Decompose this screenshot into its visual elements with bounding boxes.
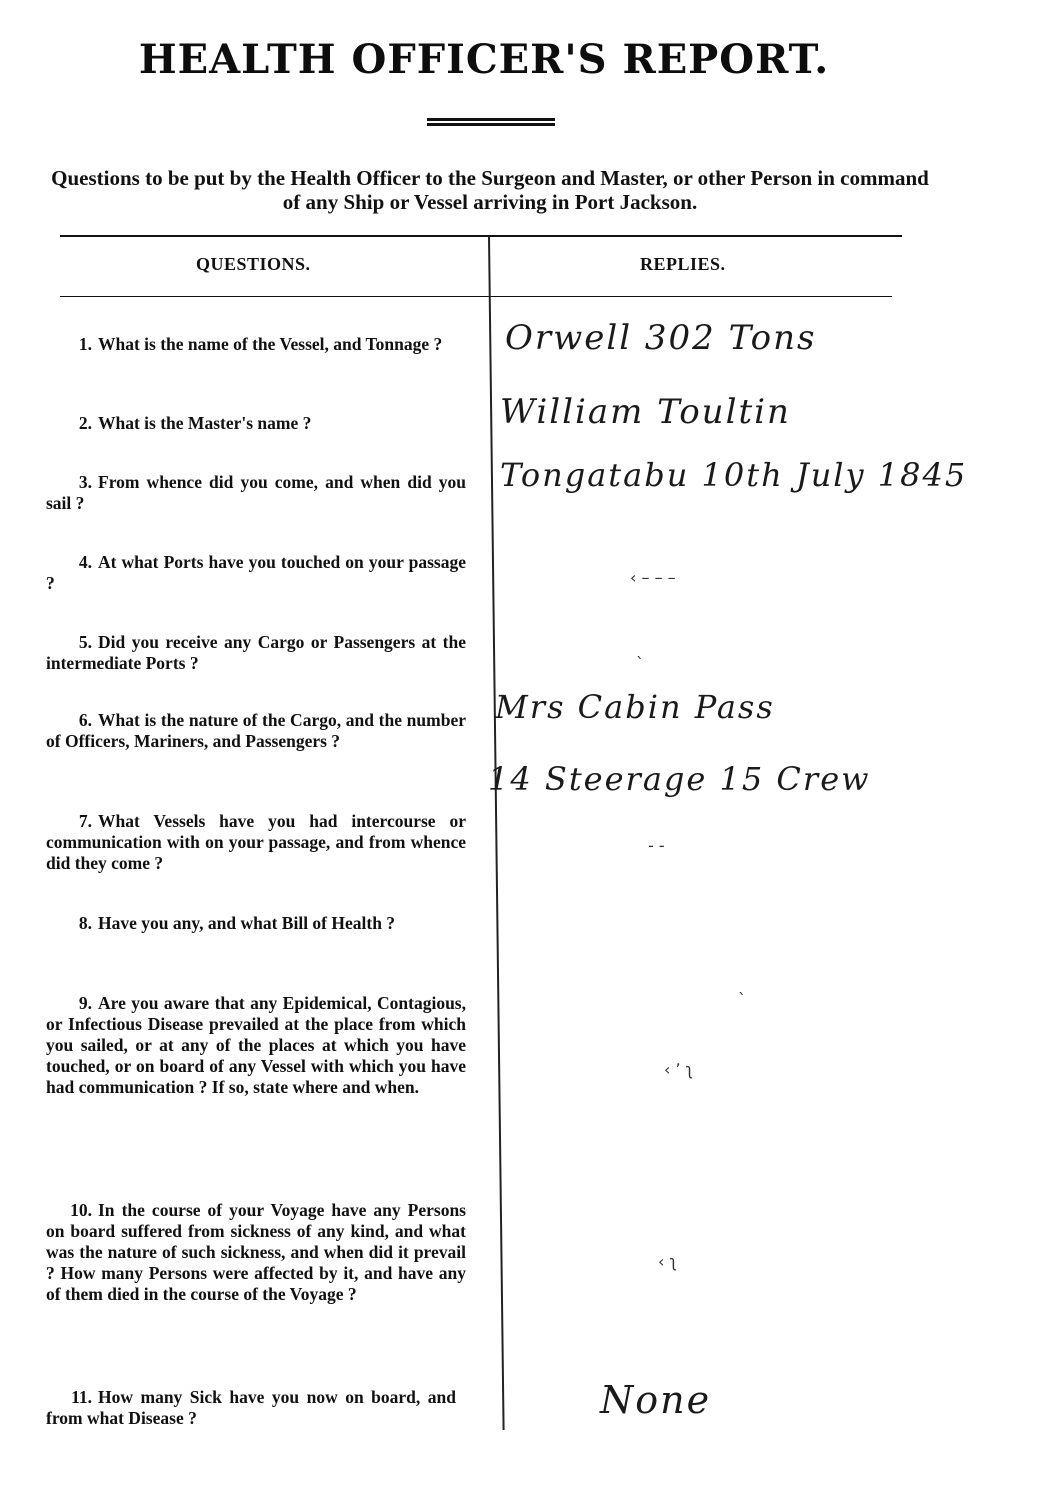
pen-dash-mark: ˋ (738, 990, 746, 1009)
title-double-rule (427, 118, 555, 126)
questions-column-header: QUESTIONS. (196, 254, 311, 274)
question-text: Have you any, and what Bill of Health ? (98, 913, 396, 933)
question-2 (46, 413, 466, 434)
pen-dash-mark: - - (648, 836, 665, 855)
question-text: What is the name of the Vessel, and Tonnage ? (98, 334, 443, 354)
question-5 (46, 632, 466, 674)
pen-dash-mark: ˎ (636, 640, 644, 659)
pen-dash-mark: ‹ ʼ ʅ (664, 1060, 694, 1079)
question-text: From whence did you come, and when did you sail ? (46, 472, 466, 513)
question-number: 4. (78, 552, 92, 572)
reply-master-name: William Toultin (500, 392, 791, 432)
question-text: Did you receive any Cargo or Passengers at the intermediate Ports ? (46, 632, 466, 673)
question-8 (46, 913, 466, 934)
question-number: 10. (70, 1200, 92, 1220)
page-title: HEALTH OFFICER'S REPORT. (138, 36, 830, 83)
reply-vessel-tonnage: Orwell 302 Tons (505, 318, 817, 358)
question-number: 2. (78, 413, 92, 433)
question-number: 7. (78, 811, 92, 831)
question-number: 9. (78, 993, 92, 1013)
question-4 (46, 552, 466, 594)
question-text: What Vessels have you had intercourse or communication with on your passage, and from whence did they come ? (46, 811, 466, 873)
question-text: What is the Master's name ? (98, 413, 312, 433)
question-7 (46, 811, 466, 874)
question-number: 5. (78, 632, 92, 652)
reply-steerage-crew: 14 Steerage 15 Crew (488, 760, 871, 798)
question-number: 3. (78, 472, 92, 492)
question-number: 1. (78, 334, 92, 354)
question-1 (46, 334, 466, 355)
question-text: How many Sick have you now on board, and from what Disease ? (46, 1387, 456, 1428)
question-6 (46, 710, 466, 752)
question-number: 6. (78, 710, 92, 730)
header-bottom-rule (60, 296, 892, 297)
reply-origin-date: Tongatabu 10th July 1845 (500, 456, 968, 494)
reply-cargo-passengers: Mrs Cabin Pass (495, 688, 775, 726)
question-10 (46, 1200, 466, 1305)
question-9 (46, 993, 466, 1098)
replies-column-header: REPLIES. (640, 254, 726, 274)
question-11 (46, 1387, 456, 1429)
question-text: Are you aware that any Epidemical, Contagious, or Infectious Disease prevailed at the place from which you sailed, or at any of the places at which you have touched, or on board of any Vessel with which you have had communication ? If so, state where and when. (46, 993, 466, 1097)
table-top-rule (60, 235, 902, 237)
question-number: 8. (78, 913, 92, 933)
reply-sick-now: None (600, 1378, 712, 1422)
question-text: In the course of your Voyage have any Persons on board suffered from sickness of any kind, and what was the nature of such sickness, and when did it prevail ? How many Persons were affected by it, and have any of them died in the course of the Voyage ? (46, 1200, 466, 1304)
question-3 (46, 472, 466, 514)
question-text: What is the nature of the Cargo, and the number of Officers, Mariners, and Passengers ? (46, 710, 466, 751)
intro-text: Questions to be put by the Health Officer to the Surgeon and Master, or other Person in command of any Ship or Vessel arriving in Port Jackson. (51, 166, 929, 214)
pen-dash-mark: ‹ – – – (630, 568, 676, 587)
question-text: At what Ports have you touched on your passage ? (46, 552, 466, 593)
question-number: 11. (71, 1387, 92, 1407)
pen-dash-mark: ‹ ʅ (658, 1252, 677, 1271)
